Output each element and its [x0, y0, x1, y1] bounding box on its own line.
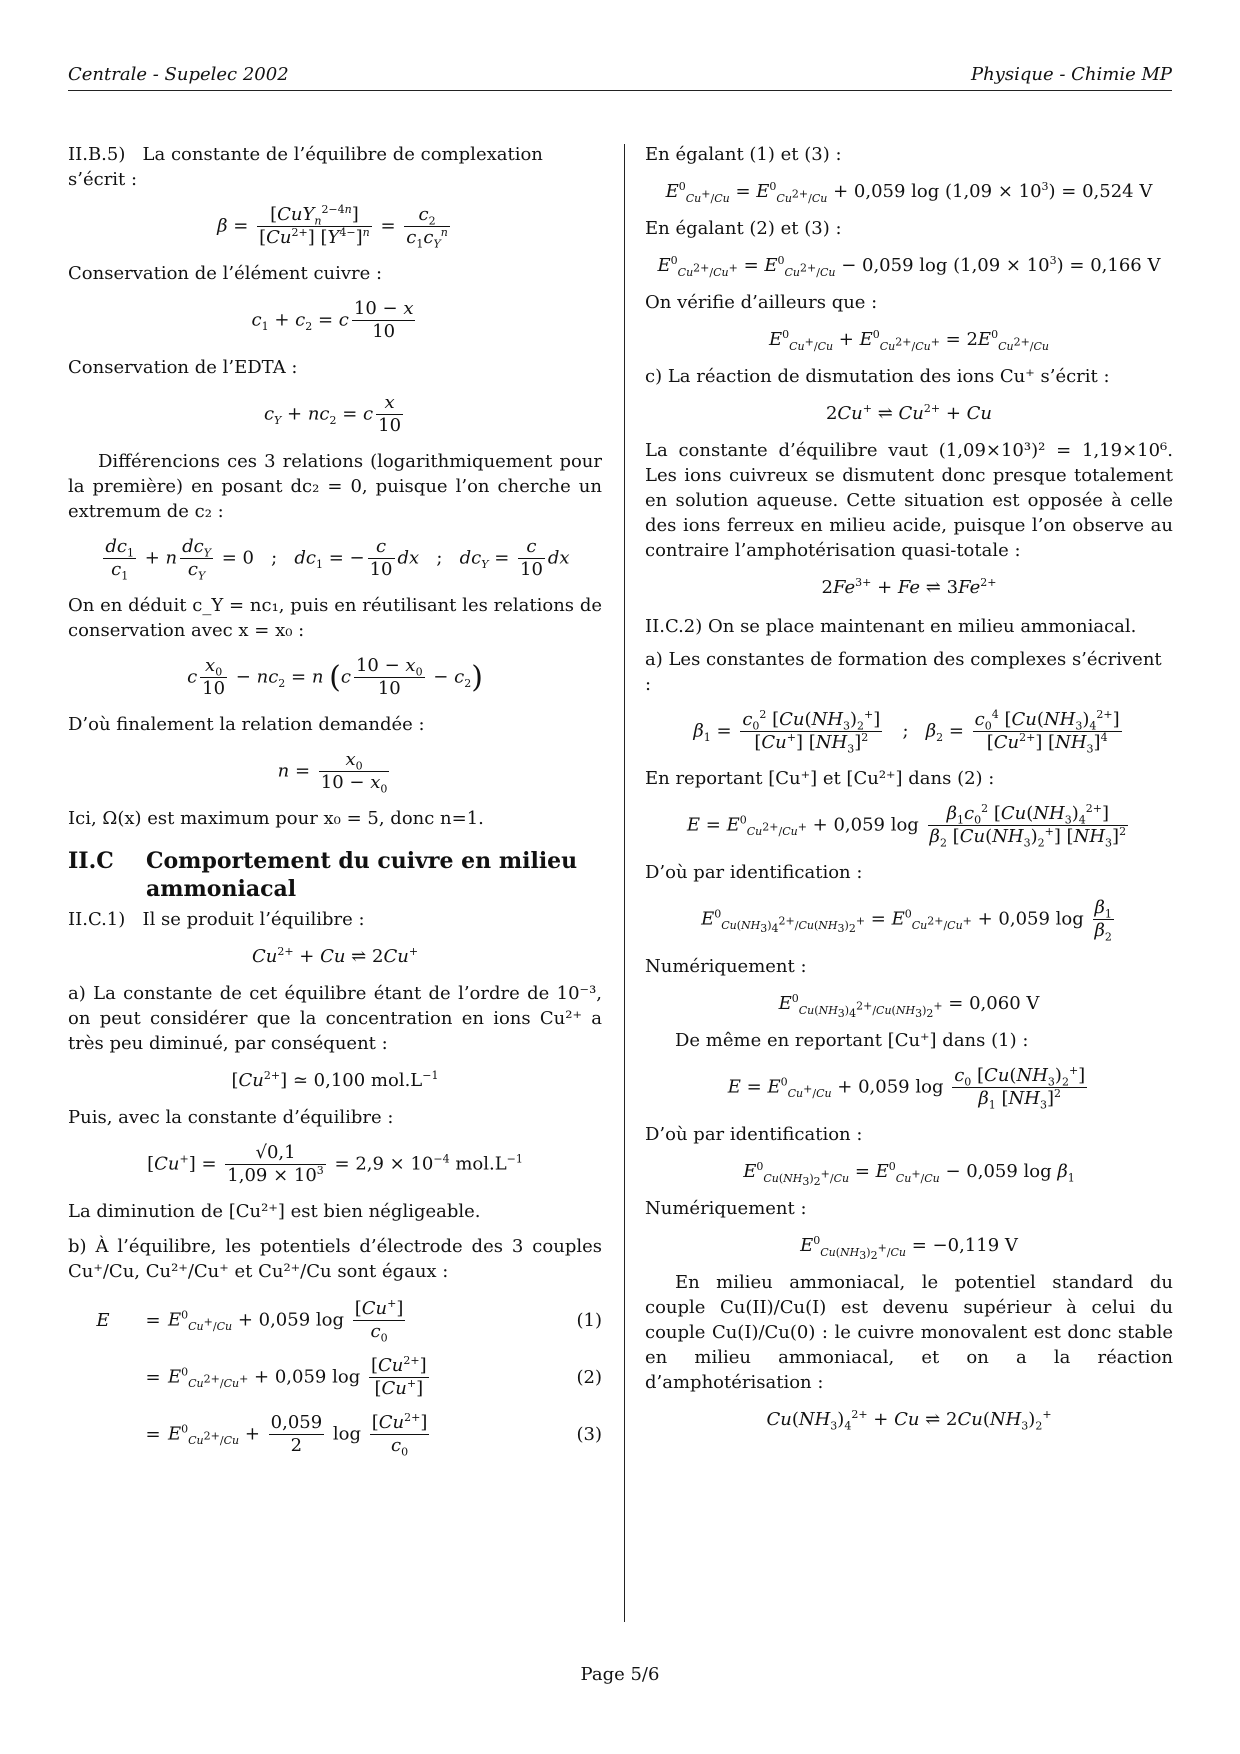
paragraph-constante-dismutation: La constante d’équilibre vaut (1,09×10³)² = 1,19×10⁶. Les ions cuivreux se dismutent donc presque totalement en solution aqueuse. Cette situation est opposée à celle des ions ferreux en milieu acide, puisque l’on observe au contraire l’amphotérisation quasi-totale :	[645, 440, 1173, 561]
value-e0-complexes-1: 0,060 V	[969, 993, 1040, 1014]
value-e0-cu-plus: 0,524 V	[1082, 181, 1153, 202]
section-title: Comportement du cuivre en milieu ammoniacal	[146, 848, 578, 902]
right-column	[645, 142, 1173, 1444]
label-iic1: II.C.1)	[68, 909, 126, 930]
equation-conservation-edta: $c_Y + nc_2 = c$ $\frac{x}{10}$	[263, 392, 402, 436]
value-e0-cu2-cuplus: 0,166 V	[1090, 255, 1161, 276]
equation-system	[68, 1292, 602, 1463]
paragraph-conservation-cuivre: Conservation de l’élément cuivre :	[68, 263, 383, 284]
paragraph-deduction: On en déduit c_Y = nc₁, puis en réutilisant les relations de conservation avec x = x₀ :	[68, 595, 602, 641]
equation-label: (2)	[576, 1367, 602, 1388]
equation-row: = $E^0_{Cu^{2+}/Cu}$ + $\frac{0,059}{2}$ log $\frac{[Cu^{2+}]}{c_0}$ (3)	[68, 1406, 602, 1463]
paragraph-puis: Puis, avec la constante d’équilibre :	[68, 1107, 394, 1128]
paragraph-reportant-1: De même en reportant [Cu⁺] dans (1) :	[675, 1030, 1029, 1051]
equation-e0-cu2-cuplus: $E^0_{Cu^{2+}/Cu^+} = E^0_{Cu^{2+}/Cu} - 0,059$ $\log (1,09 \times 10^3) = 0,166$ V	[657, 254, 1161, 279]
equation-conservation-cuivre: $c_1 + c_2 = c$ $\frac{10 - x}{10}$	[251, 298, 414, 342]
paragraph-constante: a) La constante de cet équilibre étant de l’ordre de 10⁻³, on peut considérer que la concentration en ions Cu²⁺ a très peu diminué, par conséquent :	[68, 983, 602, 1054]
equation-e0-complexes-2: $E^0_{Cu(NH_3)_2^+/Cu} = E^0_{Cu^+/Cu} - 0,059$ $\log \beta_1$	[743, 1160, 1075, 1188]
paragraph-omega: Ici, Ω(x) est maximum pour x₀ = 5, donc n=1.	[68, 808, 484, 829]
paragraph-conservation-edta: Conservation de l’EDTA :	[68, 357, 298, 378]
equation-row: = $E^0_{Cu^{2+}/Cu^+} + 0,059$ log $\frac{[Cu^{2+}]}{[Cu^+]}$ (2)	[68, 1349, 602, 1406]
equation-verification: $E^0_{Cu^+/Cu} + E^0_{Cu^{2+}/Cu^+} = 2E^0_{Cu^{2+}/Cu}$	[768, 328, 1050, 353]
equation-e-complexes-2: $E = E^0_{Cu^{2+}/Cu^+} + 0,059$ log $\frac{\beta_1c_0^2 [Cu(NH_3)_4^{2+}]}{\beta_2 [Cu(NH_3)_2^+] [NH_3]^2}$	[686, 802, 1127, 850]
equation-n: n = $\frac{x_0}{10 - x_0}$	[277, 749, 388, 796]
equation-amphoterisation-cu: $Cu(NH_3)_4^{2+} + Cu$ ⇌ $2Cu(NH_3)_2^+$	[766, 1408, 1052, 1433]
paragraph-identification-1: D’où par identification :	[645, 862, 863, 883]
equation-x0: c $\frac{x_0}{10}$ − $nc_2 = n$ (c $\frac{10 - x_0}{10}$ − $c_2$)	[187, 655, 483, 699]
paragraph-verifie: On vérifie d’ailleurs que :	[645, 292, 878, 313]
paragraph-iic1	[68, 907, 602, 932]
equation-amphoterisation-fe: $2Fe^{3+} + Fe$ ⇌ $3Fe^{2+}$	[821, 576, 997, 598]
equation-label: (3)	[576, 1424, 602, 1445]
paragraph-egalant-2-3: En égalant (2) et (3) :	[645, 218, 842, 239]
equation-cu-plus-concentration: [Cu+] = $\frac{√0,1}{1,09 \times 10^3}$ = $2,9 \times 10^{-4}$ $mol.L^{-1}$	[147, 1142, 523, 1186]
page-header	[68, 62, 1172, 91]
paragraph-egalant-1-3: En égalant (1) et (3) :	[645, 144, 842, 165]
paragraph-reportant-2: En reportant [Cu⁺] et [Cu²⁺] dans (2) :	[645, 768, 995, 789]
text-complexation: La constante de l’équilibre de complexation s’écrit :	[68, 144, 543, 190]
paragraph-potentiels: b) À l’équilibre, les potentiels d’électrode des 3 couples Cu⁺/Cu, Cu²⁺/Cu⁺ et Cu²⁺/Cu sont égaux :	[68, 1236, 602, 1282]
paragraph-dismutation: c) La réaction de dismutation des ions Cu⁺ s’écrit :	[645, 366, 1110, 387]
page-number: Page 5/6	[580, 1664, 660, 1685]
equation-differentials: $\frac{dc_1}{c_1}$ + n $\frac{dc_Y}{c_Y}$ = 0 ; $dc_1$ = − $\frac{c}{10}$ dx ; $dc_Y$ = $\frac{c}{10}$ dx	[105, 536, 570, 583]
equation-equilibre-cu: $Cu^{2+} + Cu$ ⇌ 2Cu+	[251, 945, 419, 967]
paragraph-differencions: Différencions ces 3 relations (logarithmiquement pour la première) en posant dc₂ = 0, puisque l’on cherche un extremum de c₂ :	[68, 451, 602, 522]
equation-beta: β = $\frac{[CuY_n^{2-4n}]}{[Cu^{2+}] [Y^{4-}]^n}$ = $\frac{c_2}{c_1c_Y^n}$	[217, 203, 448, 251]
paragraph-constantes-formation: a) Les constantes de formation des complexes s’écrivent :	[645, 649, 1162, 695]
header-left: Centrale - Supelec 2002	[68, 64, 289, 85]
label-iib5: II.B.5)	[68, 144, 126, 165]
section-heading	[68, 847, 602, 903]
paragraph-numeriquement-1: Numériquement :	[645, 956, 807, 977]
paragraph-complexation	[68, 142, 602, 192]
paragraph-conclusion: En milieu ammoniacal, le potentiel standard du couple Cu(II)/Cu(I) est devenu supérieur à celui du couple Cu(I)/Cu(0) : le cuivre monovalent est donc stable en milieu ammoniacal, et on a la réaction d’amphotérisation :	[645, 1272, 1173, 1393]
left-column	[68, 142, 602, 1471]
paragraph-iic2: II.C.2) On se place maintenant en milieu ammoniacal.	[645, 616, 1137, 637]
equation-e-complexes-1: $E = E^0_{Cu^+/Cu} + 0,059$ log $\frac{c_0 [Cu(NH_3)_2^+]}{\beta_1 [NH_3]^2}$	[727, 1064, 1086, 1112]
text-equilibre: Il se produit l’équilibre :	[142, 909, 365, 930]
paragraph-identification-2: D’où par identification :	[645, 1124, 863, 1145]
section-number: II.C	[68, 848, 114, 874]
value-e0-complexes-2: −0,119 V	[932, 1235, 1018, 1256]
equation-row: E = $E^0_{Cu^+/Cu} + 0,059$ log $\frac{[Cu^+]}{c_0}$ (1)	[68, 1292, 602, 1349]
equation-beta1-beta2: $\beta_1$ = $\frac{c_0^2 [Cu(NH_3)_2^+]}{[Cu^+] [NH_3]^2}$ ; $\beta_2$ = $\frac{c_0^4 [Cu(NH_3)_4^{2+}]}{[Cu^{2+}] [NH_3]^4}$	[693, 708, 1120, 756]
header-right: Physique - Chimie MP	[970, 64, 1172, 85]
equation-e0-cu-plus: $E^0_{Cu^+/Cu} = E^0_{Cu^{2+}/Cu} + 0,059$ $\log (1,09 \times 10^3) = 0,524$ V	[665, 180, 1153, 205]
equation-cu2-concentration: $[Cu^{2+}]$ ≃ 0,100 $mol.L^{-1}$	[231, 1069, 439, 1091]
equation-value-1: $E^0_{Cu(NH_3)_4^{2+}/Cu(NH_3)_2^+} = 0,060$ V	[778, 992, 1040, 1020]
equation-value-2: $E^0_{Cu(NH_3)_2^+/Cu} = -0,119$ V	[800, 1234, 1018, 1262]
equation-e0-complexes-1: $E^0_{Cu(NH_3)_4^{2+}/Cu(NH_3)_2^+} = E^0_{Cu^{2+}/Cu^+} + 0,059$ log $\frac{\beta_1}{\beta_2}$	[701, 897, 1112, 944]
equation-label: (1)	[576, 1310, 602, 1331]
column-divider	[624, 144, 625, 1622]
equation-dismutation: 2Cu+ ⇌ $Cu^{2+} + Cu$	[825, 402, 993, 424]
paragraph-numeriquement-2: Numériquement :	[645, 1198, 807, 1219]
paragraph-diminution: La diminution de [Cu²⁺] est bien négligeable.	[68, 1201, 481, 1222]
paragraph-relation: D’où finalement la relation demandée :	[68, 714, 425, 735]
